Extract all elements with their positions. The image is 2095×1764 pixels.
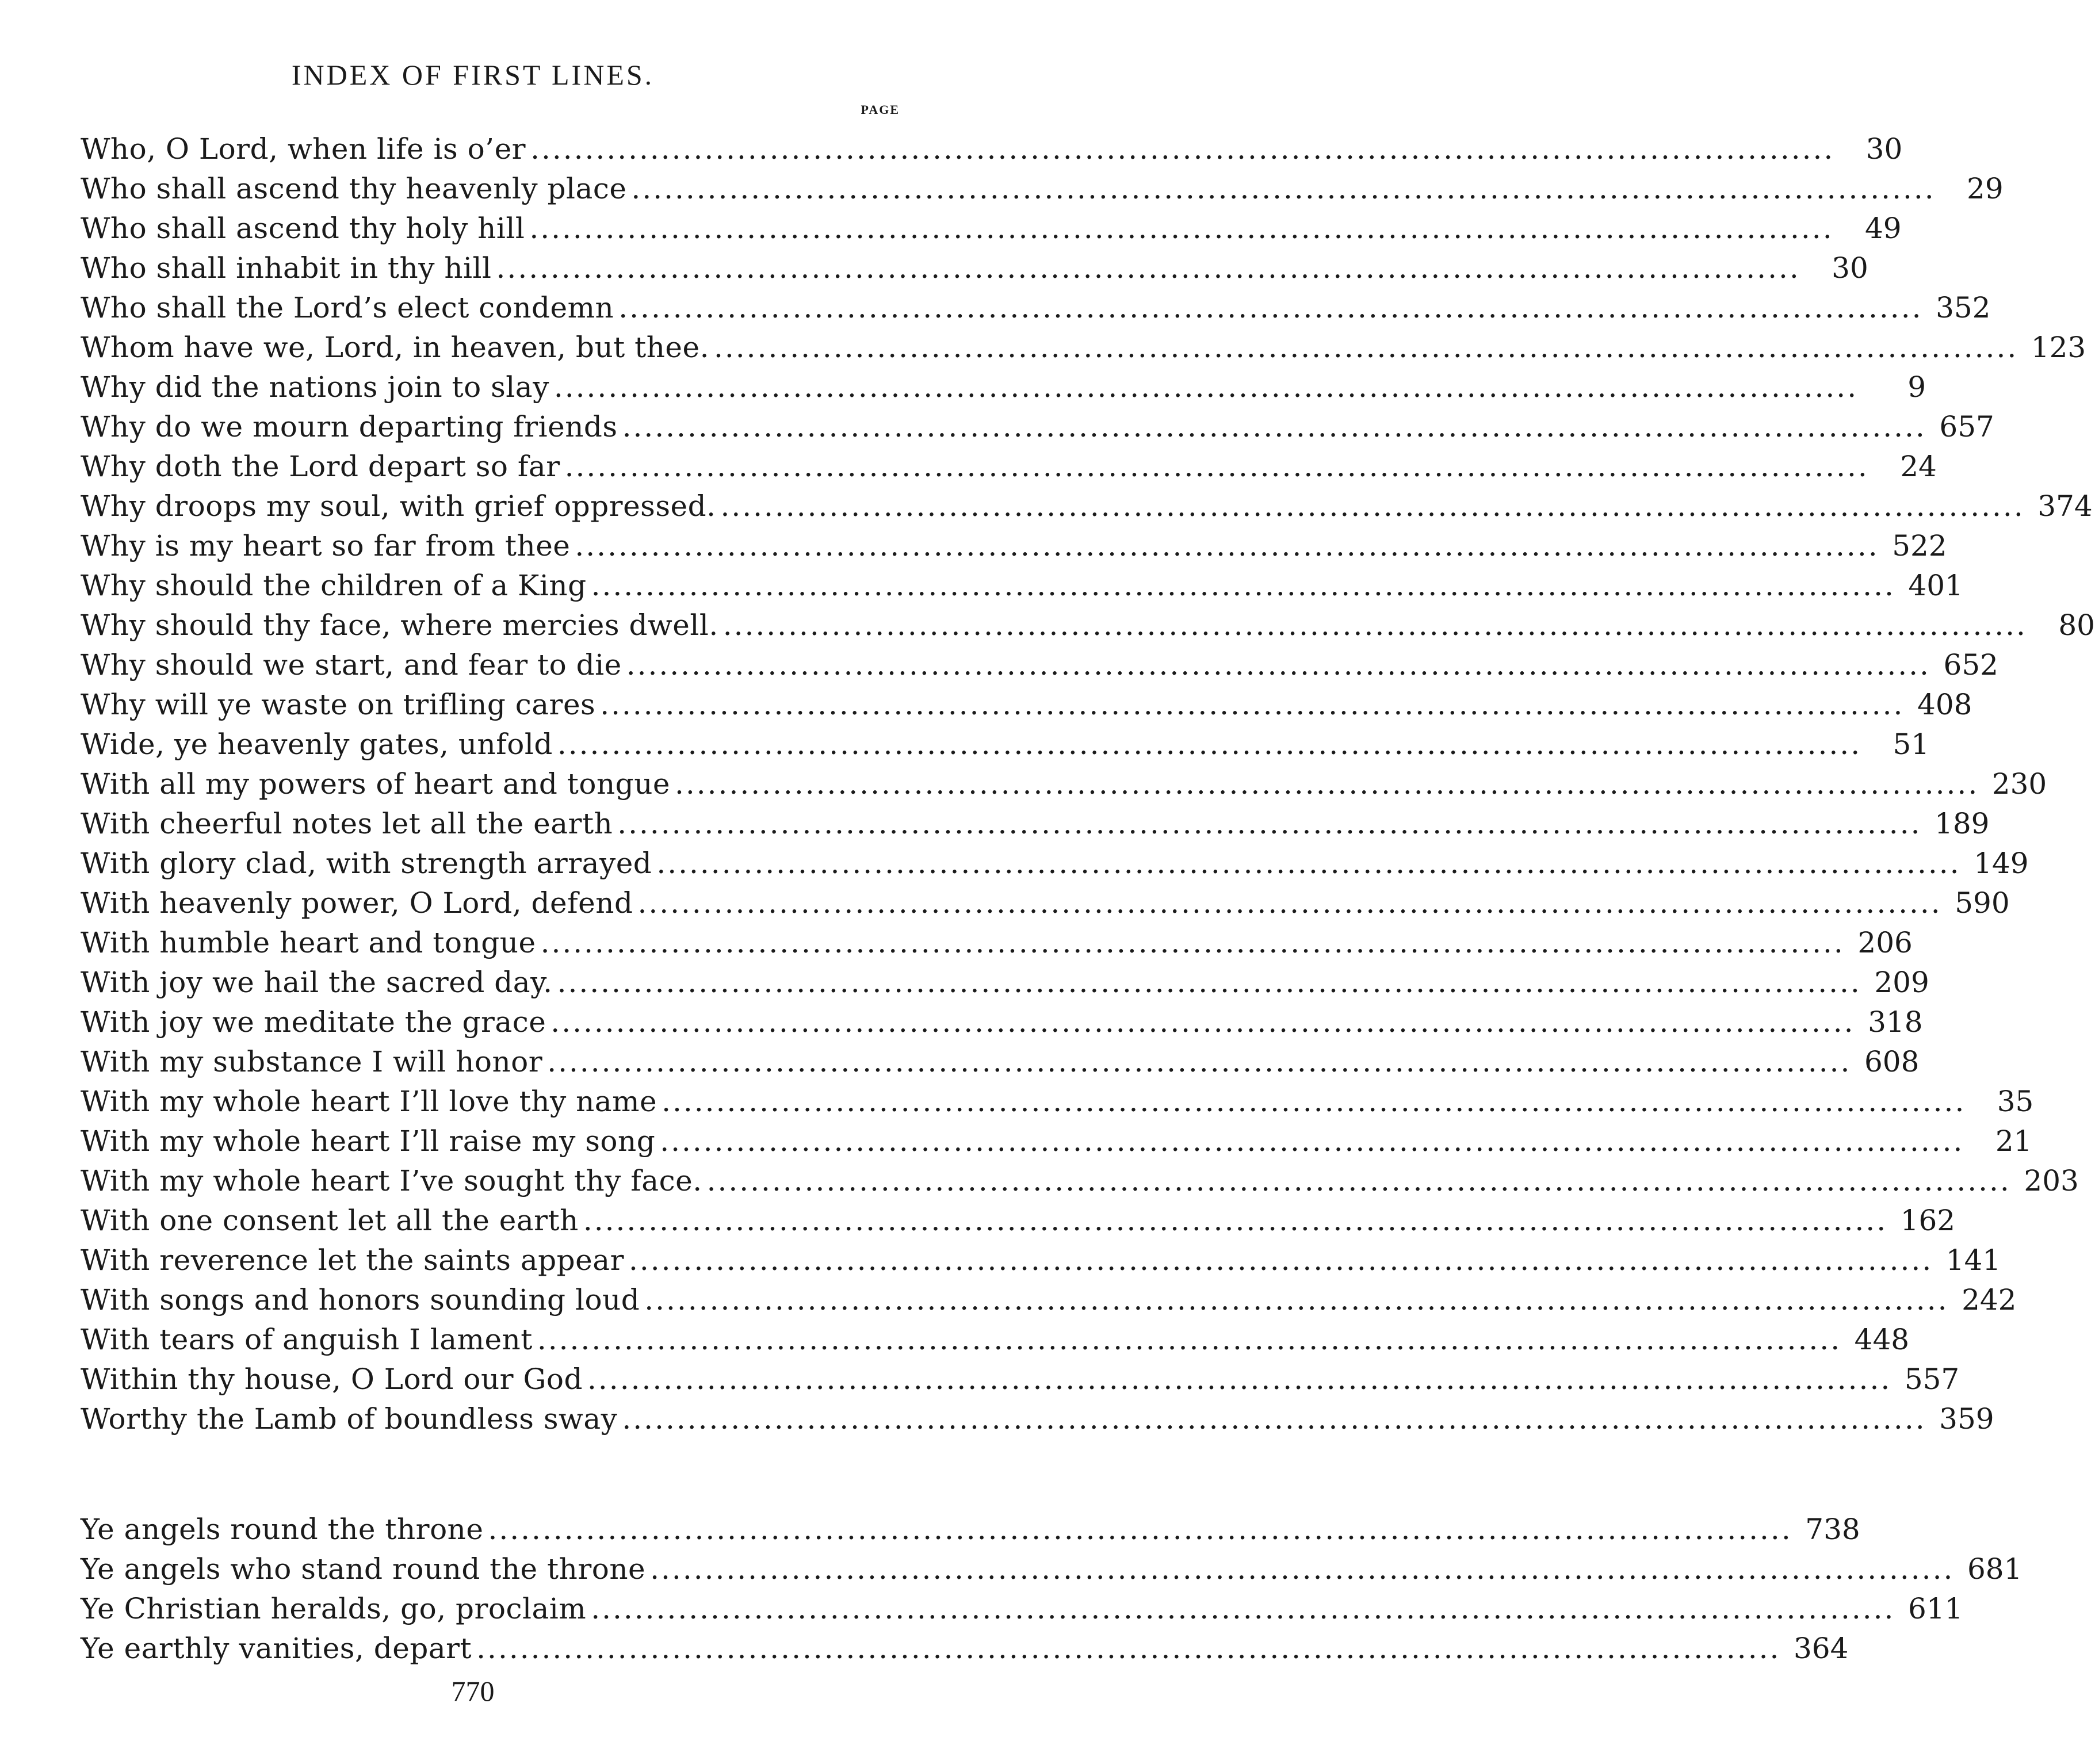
page-number-ref: 30 — [1832, 251, 1868, 285]
dot-leader: ........................................................................................................................ — [622, 410, 1926, 443]
first-line-text: Why will ye waste on trifling cares — [81, 688, 596, 721]
dot-leader: ........................................................................................................................ — [583, 1204, 1888, 1237]
first-line-text: Ye angels round the throne — [81, 1513, 484, 1546]
index-entry — [81, 1399, 1994, 1439]
page-number-ref: 209 — [1874, 966, 1929, 999]
first-line-text: Why did the nations join to slay — [81, 370, 549, 404]
index-entry — [81, 725, 1930, 764]
dot-leader: ........................................................................................................................ — [674, 767, 1979, 801]
first-line-text: With joy we hail the sacred day. — [81, 966, 553, 999]
index-entry — [81, 129, 1903, 169]
first-line-text: With my whole heart I’ll love thy name — [81, 1085, 657, 1118]
dot-leader: ........................................................................................................................ — [720, 489, 2025, 523]
first-line-text: With cheerful notes let all the earth — [81, 807, 613, 840]
index-entry — [81, 1082, 2034, 1122]
index-entry — [81, 645, 1998, 685]
dot-leader: ........................................................................................................................ — [587, 1363, 1892, 1396]
dot-leader: ........................................................................................................................ — [529, 212, 1834, 245]
first-line-text: With tears of anguish I lament — [81, 1323, 533, 1356]
page-number-ref: 608 — [1864, 1045, 1920, 1078]
page-number: 770 — [451, 1675, 495, 1707]
dot-leader: ........................................................................................................................ — [575, 529, 1879, 563]
first-line-text: Who shall inhabit in thy hill — [81, 251, 492, 285]
dot-leader: ........................................................................................................................ — [628, 1243, 1933, 1277]
first-line-text: Ye Christian heralds, go, proclaim — [81, 1592, 587, 1625]
page-number-ref: 9 — [1907, 370, 1926, 404]
index-entry — [81, 566, 1963, 606]
dot-leader: ........................................................................................................................ — [496, 251, 1800, 285]
dot-leader: ........................................................................................................................ — [722, 609, 2027, 642]
page-number-ref: 30 — [1865, 132, 1903, 166]
dot-leader: ........................................................................................................................ — [706, 1164, 2011, 1197]
dot-leader: ........................................................................................................................ — [553, 370, 1859, 404]
index-entry — [81, 526, 1947, 566]
dot-leader: ........................................................................................................................ — [660, 1124, 1964, 1158]
page-number-ref: 408 — [1917, 688, 1972, 721]
index-entry — [81, 447, 1937, 487]
dot-leader: ........................................................................................................................ — [631, 172, 1936, 205]
index-entry — [81, 1002, 1923, 1042]
index-entry — [81, 1122, 2032, 1161]
first-line-text: With my whole heart I’ll raise my song — [81, 1124, 656, 1158]
first-line-text: With joy we meditate the grace — [81, 1005, 546, 1039]
page-number-ref: 189 — [1935, 807, 1990, 840]
page-number-ref: 51 — [1893, 728, 1930, 761]
dot-leader: ........................................................................................................................ — [617, 807, 1922, 840]
dot-leader: ........................................................................................................................ — [537, 1323, 1842, 1356]
first-line-text: Why is my heart so far from thee — [81, 529, 571, 563]
first-line-text: With humble heart and tongue — [81, 926, 536, 959]
index-entry — [81, 1629, 1849, 1669]
page-number-ref: 401 — [1908, 569, 1963, 602]
first-line-text: Why should thy face, where mercies dwell. — [81, 609, 718, 642]
index-entry — [81, 804, 1990, 844]
page-number-ref: 141 — [1945, 1243, 2001, 1277]
dot-leader: ........................................................................................................................ — [650, 1552, 1955, 1586]
first-line-text: With songs and honors sounding loud — [81, 1283, 640, 1317]
page-number-ref: 80 — [2058, 609, 2095, 642]
first-line-text: With my whole heart I’ve sought thy face. — [81, 1164, 702, 1197]
index-entry — [81, 1161, 2079, 1201]
page-number-ref: 611 — [1908, 1592, 1963, 1625]
page-number-ref: 230 — [1991, 767, 2047, 801]
index-entry — [81, 685, 1972, 725]
page-number-ref: 206 — [1857, 926, 1913, 959]
index-entry — [81, 1320, 1910, 1360]
index-entry — [81, 288, 1991, 328]
index-entry — [81, 248, 1868, 288]
first-line-text: With one consent let all the earth — [81, 1204, 579, 1237]
page-number-ref: 123 — [2031, 331, 2086, 364]
index-entry — [81, 606, 2095, 645]
first-line-text: Why should the children of a King — [81, 569, 587, 602]
dot-leader: ........................................................................................................................ — [637, 886, 1942, 920]
index-entry — [81, 1280, 2017, 1320]
index-entry — [81, 883, 2010, 923]
index-section-w — [81, 129, 2095, 1439]
page-column-label: PAGE — [861, 102, 900, 117]
dot-leader: ........................................................................................................................ — [476, 1632, 1781, 1665]
dot-leader: ........................................................................................................................ — [662, 1085, 1966, 1118]
index-entry — [81, 1201, 1956, 1241]
dot-leader: ........................................................................................................................ — [540, 926, 1845, 959]
first-line-text: With heavenly power, O Lord, defend — [81, 886, 633, 920]
dot-leader: ........................................................................................................................ — [618, 291, 1923, 324]
first-line-text: With my substance I will honor — [81, 1045, 543, 1078]
page-number-ref: 738 — [1805, 1513, 1860, 1546]
dot-leader: ........................................................................................................................ — [591, 1592, 1895, 1625]
index-entry — [81, 963, 1929, 1002]
page-number-ref: 352 — [1936, 291, 1991, 324]
index-entry — [81, 1241, 2001, 1280]
index-entry — [81, 844, 2029, 883]
page-number-ref: 149 — [1974, 847, 2029, 880]
first-line-text: Who, O Lord, when life is o’er — [81, 132, 526, 166]
page-number-ref: 374 — [2037, 489, 2093, 523]
index-entry — [81, 1360, 1960, 1399]
index-entry — [81, 407, 1994, 447]
index-entry — [81, 764, 2047, 804]
page-number-ref: 590 — [1955, 886, 2010, 920]
dot-leader: ........................................................................................................................ — [557, 728, 1862, 761]
first-line-text: Who shall ascend thy holy hill — [81, 212, 525, 245]
page-number-ref: 318 — [1868, 1005, 1923, 1039]
index-entry — [81, 209, 1902, 248]
first-line-text: With glory clad, with strength arrayed — [81, 847, 652, 880]
dot-leader: ........................................................................................................................ — [591, 569, 1895, 602]
index-entry — [81, 169, 2004, 209]
page-title: INDEX OF FIRST LINES. — [291, 59, 655, 91]
index-entry — [81, 923, 1913, 963]
page-number-ref: 24 — [1900, 450, 1937, 483]
first-line-text: Whom have we, Lord, in heaven, but thee. — [81, 331, 709, 364]
first-line-text: Who shall ascend thy heavenly place — [81, 172, 627, 205]
dot-leader: ........................................................................................................................ — [550, 1005, 1855, 1039]
index-entry — [81, 487, 2093, 526]
page-number-ref: 162 — [1900, 1204, 1956, 1237]
page-number-ref: 522 — [1892, 529, 1947, 563]
page-number-ref: 35 — [1997, 1085, 2034, 1118]
index-entry — [81, 1589, 1963, 1629]
index-entry — [81, 368, 1926, 407]
index-entry — [81, 1549, 2023, 1589]
dot-leader: ........................................................................................................................ — [564, 450, 1869, 483]
dot-leader: ........................................................................................................................ — [644, 1283, 1949, 1317]
page-number-ref: 242 — [1962, 1283, 2017, 1317]
first-line-text: With reverence let the saints appear — [81, 1243, 624, 1277]
page-number-ref: 557 — [1904, 1363, 1960, 1396]
dot-leader: ........................................................................................................................ — [530, 132, 1835, 166]
page-number-ref: 364 — [1793, 1632, 1849, 1665]
index-entry — [81, 328, 2086, 368]
index-entry — [81, 1042, 1920, 1082]
page-number-ref: 359 — [1939, 1402, 1994, 1436]
page-number-ref: 21 — [1995, 1124, 2032, 1158]
index-entry — [81, 1510, 1860, 1549]
page-number-ref: 49 — [1864, 212, 1902, 245]
page-number-ref: 657 — [1939, 410, 1994, 443]
dot-leader: ........................................................................................................................ — [488, 1513, 1792, 1546]
first-line-text: Who shall the Lord’s elect condemn — [81, 291, 614, 324]
dot-leader: ........................................................................................................................ — [626, 648, 1930, 682]
page-number-ref: 652 — [1943, 648, 1998, 682]
first-line-text: Within thy house, O Lord our God — [81, 1363, 583, 1396]
first-line-text: Ye earthly vanities, depart — [81, 1632, 472, 1665]
page-number-ref: 203 — [2024, 1164, 2079, 1197]
first-line-text: Ye angels who stand round the throne — [81, 1552, 646, 1586]
first-line-text: Why droops my soul, with grief oppressed. — [81, 489, 716, 523]
page-number-ref: 448 — [1854, 1323, 1910, 1356]
first-line-text: Why should we start, and fear to die — [81, 648, 622, 682]
dot-leader: ........................................................................................................................ — [714, 331, 2018, 364]
dot-leader: ........................................................................................................................ — [622, 1402, 1926, 1436]
dot-leader: ........................................................................................................................ — [557, 966, 1861, 999]
first-line-text: Worthy the Lamb of boundless sway — [81, 1402, 618, 1436]
first-line-text: With all my powers of heart and tongue — [81, 767, 670, 801]
page-number-ref: 681 — [1967, 1552, 2023, 1586]
dot-leader: ........................................................................................................................ — [656, 847, 1961, 880]
dot-leader: ........................................................................................................................ — [547, 1045, 1852, 1078]
index-section-y — [81, 1510, 2023, 1669]
first-line-text: Wide, ye heavenly gates, unfold — [81, 728, 553, 761]
page-number-ref: 29 — [1967, 172, 2004, 205]
first-line-text: Why do we mourn departing friends — [81, 410, 618, 443]
first-line-text: Why doth the Lord depart so far — [81, 450, 560, 483]
dot-leader: ........................................................................................................................ — [600, 688, 1905, 721]
